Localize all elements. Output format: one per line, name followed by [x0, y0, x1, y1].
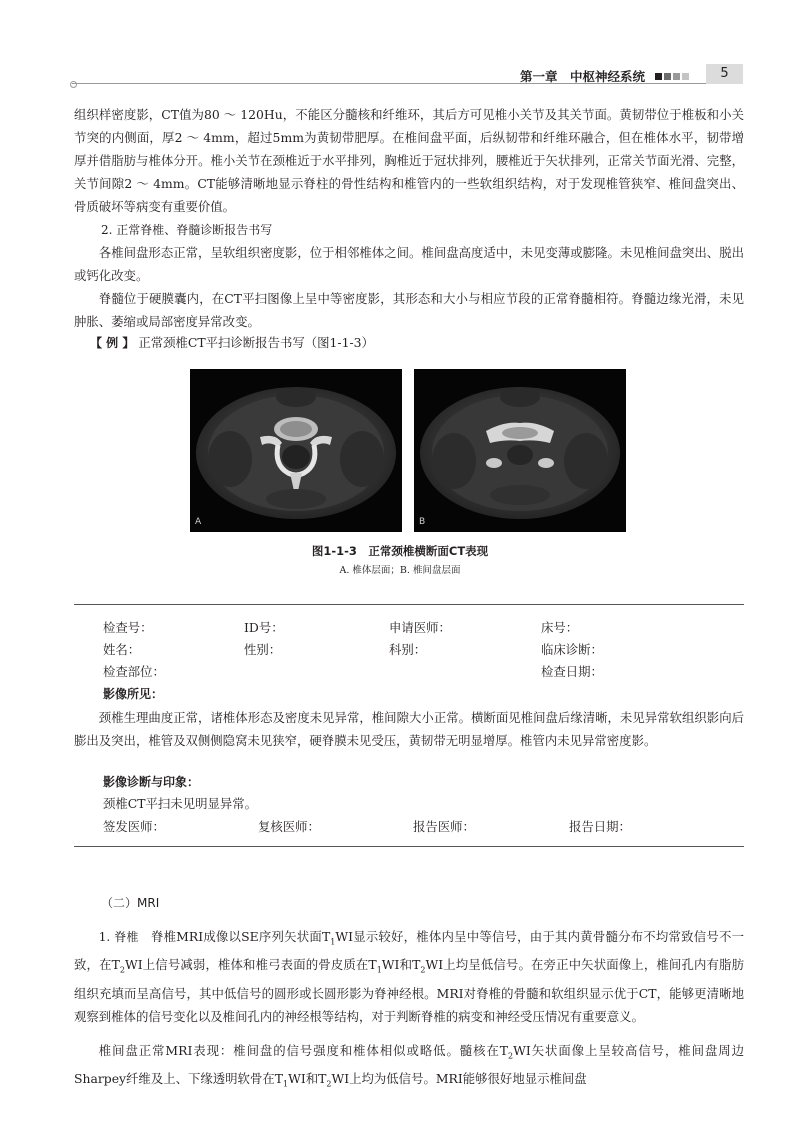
exam-site-label: 检查部位： — [103, 664, 165, 679]
sex-label: 性别： — [244, 642, 282, 657]
figure-label-a: A — [195, 517, 202, 527]
mri-text: WI和T — [288, 1071, 327, 1087]
chapter-title: 第一章 中枢神经系统 — [520, 69, 646, 84]
name-label: 姓名： — [103, 642, 141, 657]
subscript: 2 — [508, 1051, 514, 1061]
mri-text: WI矢状面像上呈较高信号，椎间盘周边Sharpey纤维及上、下缘透明软骨在T — [74, 1043, 744, 1087]
findings-title: 影像所见： — [103, 687, 164, 701]
subscript: 1 — [376, 965, 382, 975]
exam-no-label: 检查号： — [103, 620, 153, 635]
paragraph-mri-spine — [74, 925, 744, 1028]
mri-text: WI上信号减弱，椎体和椎弓表面的骨皮质在T — [124, 957, 377, 973]
impression-title: 影像诊断与印象： — [103, 775, 200, 789]
mri-text: WI上均呈低信号。在旁正中矢状面像上，椎间孔内有脂肪组织充填而呈高信号，其中低信号的圆形或长圆形影为脊神经根。MRI对脊椎的骨髓和软组织显示优于CT，能够更清晰地观察到椎体的信号变化以及椎间孔内的神经根等结构，对于判断脊椎的病变和神经受压情况有重要意义。 — [74, 957, 744, 1024]
mri-text: 椎间盘正常MRI表现：椎间盘的信号强度和椎体相似或略低。髓核在T — [98, 1043, 509, 1058]
example-tag: 【 例 】 — [90, 336, 135, 350]
department-label: 科别： — [389, 642, 427, 657]
subscript: 2 — [420, 965, 426, 975]
bed-no-label: 床号： — [541, 620, 579, 635]
figure-label-b: B — [419, 517, 426, 527]
paragraph-mri-disc — [74, 1039, 744, 1096]
square-icon — [682, 73, 689, 80]
example-text: 正常颈椎CT平扫诊断报告书写（图1-1-3） — [138, 335, 374, 350]
impression-text: 颈椎CT平扫未见明显异常。 — [103, 796, 258, 811]
exam-date-label: 检查日期： — [541, 664, 603, 679]
mri-text: 脊椎MRI成像以SE序列矢状面T — [150, 929, 331, 944]
square-icon — [655, 73, 662, 80]
mri-text: WI显示较好，椎体内呈中等信号，由于其内黄骨髓分布不均常致信号不一致，在T — [74, 929, 744, 973]
paragraph-ct-ligaments: 组织样密度影，CT值为80 ～ 120Hu，不能区分髓核和纤维环，其后方可见椎小关节及其关节面。黄韧带位于椎板和小关节突的内侧面，厚2 ～ 4mm，超过5mm为黄韧带肥厚。在椎间盘平面，后纵韧带和纤维环融合，但在椎体水平，韧带增厚并借脂肪与椎体分开。椎小关节在颈椎近于水平排列，胸椎近于冠状排列，腰椎近于矢状排列，正常关节面光滑、完整，关节间隙2 ～ 4mm。CT能够清晰地显示脊柱的骨性结构和椎管内的一些软组织结构，对于发现椎管狭窄、椎间盘突出、骨质破坏等病变有重要价值。 — [74, 107, 744, 214]
square-icon — [664, 73, 671, 80]
ct-image-a — [190, 369, 402, 532]
subscript: 2 — [326, 1079, 332, 1089]
subscript: 1 — [283, 1079, 289, 1089]
findings-text: 颈椎生理曲度正常，诸椎体形态及密度未见异常，椎间隙大小正常。横断面见椎间盘后缘清晰，未见异常软组织影向后膨出及突出，椎管及双侧侧隐窝未见狭窄，硬脊膜未见受压，黄韧带无明显增厚。椎管内未见异常密度影。 — [74, 710, 744, 748]
report-date-label: 报告日期： — [569, 819, 631, 834]
page-number: 5 — [706, 64, 743, 84]
mri-section-title: （二）MRI — [101, 896, 160, 910]
mri-text: WI和T — [381, 957, 421, 973]
report-bottom-rule — [74, 846, 744, 847]
subscript: 1 — [330, 937, 336, 947]
report-doctor-label: 报告医师： — [413, 819, 475, 834]
subscript: 2 — [119, 965, 125, 975]
chapter-header — [520, 67, 689, 85]
mri-spine-lead: 1. 脊椎 — [98, 930, 151, 944]
example-line — [74, 331, 744, 355]
clinical-diagnosis-label: 临床诊断： — [541, 642, 603, 657]
ct-image-b — [414, 369, 626, 532]
review-doctor-label: 复核医师： — [258, 819, 320, 834]
mri-text: WI上均为低信号。MRI能够很好地显示椎间盘 — [331, 1071, 587, 1087]
figure-caption: 图1-1-3 正常颈椎横断面CT表现 — [311, 544, 489, 558]
signing-doctor-label: 签发医师： — [103, 819, 165, 834]
requesting-doctor-label: 申请医师： — [389, 620, 451, 635]
square-icon — [673, 73, 680, 80]
paragraph-disc: 各椎间盘形态正常，呈软组织密度影，位于相邻椎体之间。椎间盘高度适中，未见变薄或膨隆。未见椎间盘突出、脱出或钙化改变。 — [74, 245, 744, 283]
paragraph-spinal-cord: 脊髓位于硬膜囊内，在CT平扫图像上呈中等密度影，其形态和大小与相应节段的正常脊髓相符。脊髓边缘光滑，未见肿胀、萎缩或局部密度异常改变。 — [74, 291, 744, 329]
subheading-report-writing: 2. 正常脊椎、脊髓诊断报告书写 — [101, 223, 273, 237]
id-no-label: ID号： — [244, 620, 284, 635]
report-top-rule — [74, 604, 744, 605]
figure-subcaption: A. 椎体层面；B. 椎间盘层面 — [339, 565, 461, 576]
